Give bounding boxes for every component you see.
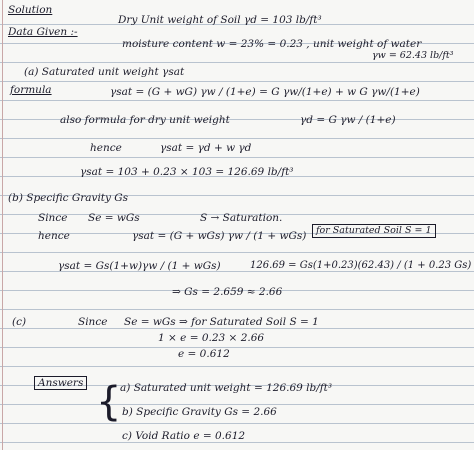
saturated-unit-weight-result: γsat = 103 + 0.23 × 103 = 126.69 lb/ft³ <box>80 166 294 178</box>
hence-equation: γsat = γd + w γd <box>160 142 252 154</box>
void-ratio-relation: Se = wGs ⇒ for Saturated Soil S = 1 <box>124 316 319 328</box>
part-b-hence-label: hence <box>38 230 70 242</box>
specific-gravity-substitution: 126.69 = Gs(1+0.23)(62.43) / (1 + 0.23 Gs) <box>250 260 472 271</box>
part-b-heading: (b) Specific Gravity Gs <box>8 192 129 204</box>
saturated-soil-note: for Saturated Soil S = 1 <box>312 224 436 238</box>
answers-brace: { <box>96 379 122 425</box>
dry-unit-weight-formula: γd = G γw / (1+e) <box>300 114 396 126</box>
answer-specific-gravity: b) Specific Gravity Gs = 2.66 <box>122 406 277 418</box>
formula-label: formula <box>10 84 52 96</box>
part-a-heading: (a) Saturated unit weight γsat <box>24 66 185 78</box>
margin-line <box>2 0 3 450</box>
part-c-since-label: Since <box>78 316 108 328</box>
answers-label: Answers <box>34 376 87 390</box>
part-b-since-equation: Se = wGs <box>88 212 140 224</box>
data-given-label: Data Given :- <box>8 26 78 38</box>
void-ratio-substitution: 1 × e = 0.23 × 2.66 <box>158 332 265 344</box>
given-water-unit-weight: γw = 62.43 lb/ft³ <box>372 50 454 61</box>
part-c-heading: (c) <box>12 316 27 328</box>
saturated-unit-weight-formula: γsat = (G + wG) γw / (1+e) = G γw/(1+e) + w G γw/(1+e) <box>110 86 420 98</box>
hence-label: hence <box>90 142 122 154</box>
saturated-weight-gs-formula: γsat = (G + wGs) γw / (1 + wGs) <box>132 230 307 242</box>
part-b-since-label: Since <box>38 212 68 224</box>
saturated-weight-simplified: γsat = Gs(1+w)γw / (1 + wGs) <box>58 260 221 272</box>
specific-gravity-result: ⇒ Gs = 2.659 ≈ 2.66 <box>172 286 283 298</box>
answer-saturated-unit-weight: a) Saturated unit weight = 126.69 lb/ft³ <box>120 382 333 394</box>
given-dry-unit-weight: Dry Unit weight of Soil γd = 103 lb/ft³ <box>118 14 322 26</box>
solution-label: Solution <box>8 4 53 16</box>
given-moisture-content: moisture content w = 23% = 0.23 , unit weight of water <box>122 38 422 50</box>
answer-void-ratio: c) Void Ratio e = 0.612 <box>122 430 246 442</box>
also-dry-unit-weight-label: also formula for dry unit weight <box>60 114 230 126</box>
saturation-note: S → Saturation. <box>200 212 283 224</box>
void-ratio-result: e = 0.612 <box>178 348 230 360</box>
